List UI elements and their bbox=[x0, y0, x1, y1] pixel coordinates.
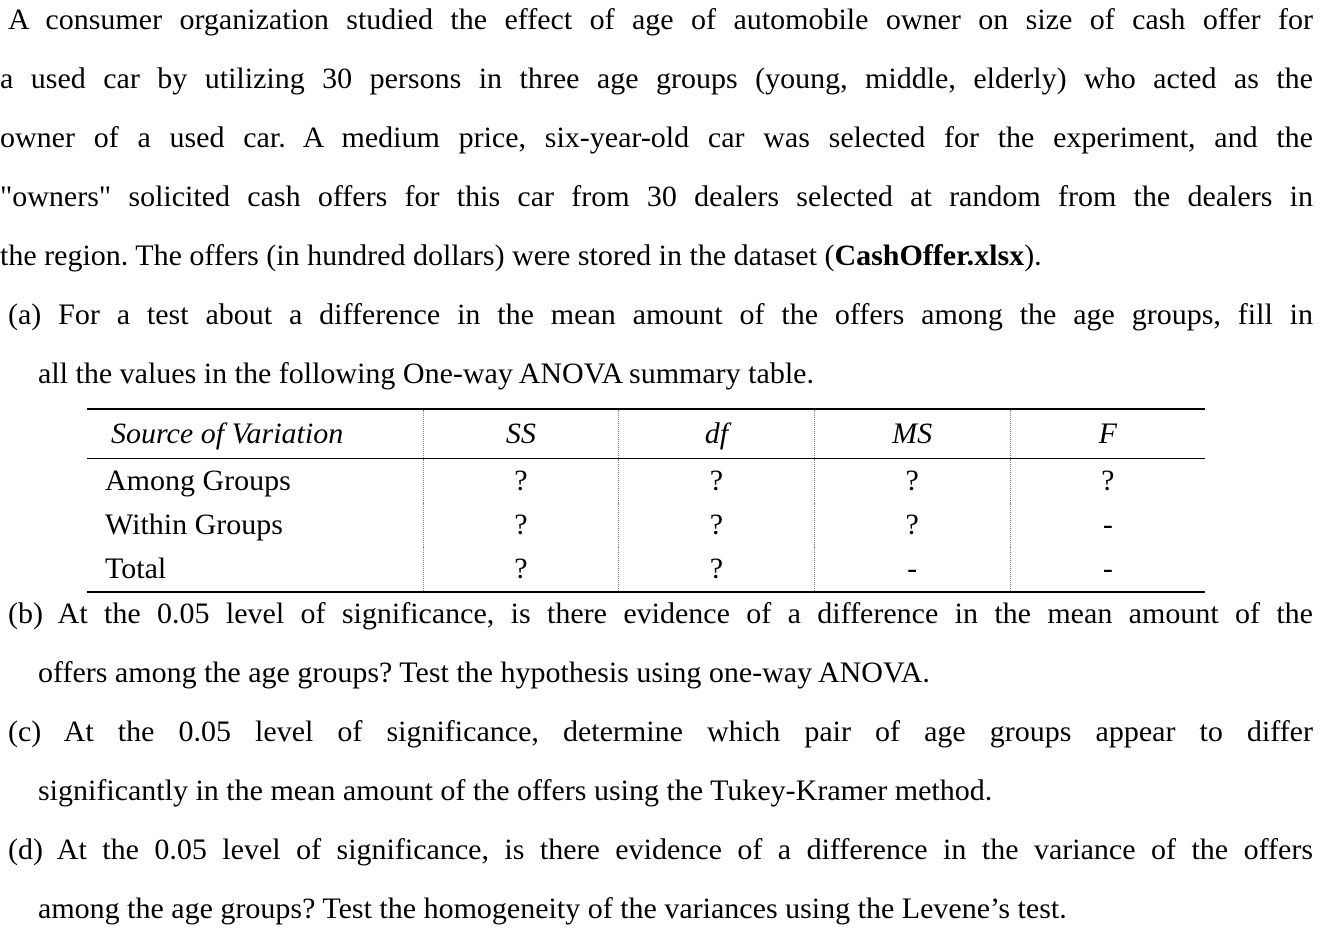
header-ms: MS bbox=[814, 409, 1010, 459]
part-b-line-1: (b) At the 0.05 level of significance, is there evidence of a difference in the mean amount of the bbox=[8, 597, 1313, 630]
row-label: Among Groups bbox=[105, 464, 291, 497]
cell-f: - bbox=[1010, 503, 1205, 547]
part-d-line-1: (d) At the 0.05 level of significance, is there evidence of a difference in the variance of the offers bbox=[8, 833, 1313, 866]
row-label: Total bbox=[87, 547, 423, 592]
cell-ms: - bbox=[814, 547, 1010, 592]
header-source: Source of Variation bbox=[87, 409, 423, 459]
intro-line-5-end: ). bbox=[1024, 239, 1042, 272]
cell-f: ? bbox=[1010, 459, 1205, 504]
intro-line-2: a used car by utilizing 30 persons in three age groups (young, middle, elderly) who acted as the bbox=[0, 62, 1313, 95]
dataset-filename: CashOffer.xlsx bbox=[834, 239, 1025, 272]
intro-line-5 bbox=[0, 238, 1313, 274]
header-df: df bbox=[619, 409, 814, 459]
cell-ss: ? bbox=[423, 503, 619, 547]
part-a-line-2: all the values in the following One-way ANOVA summary table. bbox=[38, 357, 814, 390]
header-ss: SS bbox=[423, 409, 619, 459]
cell-f: - bbox=[1010, 547, 1205, 592]
cell-ss: ? bbox=[423, 547, 619, 592]
cell-ms: ? bbox=[814, 459, 1010, 504]
cell-df: ? bbox=[619, 459, 814, 504]
part-d-line-2: among the age groups? Test the homogeneity of the variances using the Levene’s test. bbox=[38, 892, 1067, 925]
part-b-line-2: offers among the age groups? Test the hypothesis using one-way ANOVA. bbox=[38, 656, 930, 689]
table-header-row bbox=[87, 409, 1205, 459]
cell-df: ? bbox=[619, 547, 814, 592]
cell-ss: ? bbox=[423, 459, 619, 504]
header-f: F bbox=[1010, 409, 1205, 459]
table-row bbox=[87, 503, 1205, 547]
cell-ms: ? bbox=[814, 503, 1010, 547]
cell-df: ? bbox=[619, 503, 814, 547]
part-a-line-1: (a) For a test about a difference in the mean amount of the offers among the age groups, fill in bbox=[8, 298, 1313, 331]
row-label: Within Groups bbox=[105, 508, 283, 541]
part-c-line-1: (c) At the 0.05 level of significance, determine which pair of age groups appear to differ bbox=[8, 715, 1313, 748]
intro-line-1: A consumer organization studied the effect of age of automobile owner on size of cash offer for bbox=[8, 3, 1313, 36]
table-row bbox=[87, 547, 1205, 592]
anova-summary-table bbox=[87, 408, 1205, 593]
intro-line-4: "owners" solicited cash offers for this car from 30 dealers selected at random from the dealers in bbox=[0, 180, 1313, 213]
table-row bbox=[87, 459, 1205, 504]
intro-line-3: owner of a used car. A medium price, six-year-old car was selected for the experiment, and the bbox=[0, 121, 1313, 154]
intro-line-5-text: the region. The offers (in hundred dollars) were stored in the dataset ( bbox=[0, 239, 835, 272]
part-c-line-2: significantly in the mean amount of the offers using the Tukey-Kramer method. bbox=[38, 774, 993, 807]
